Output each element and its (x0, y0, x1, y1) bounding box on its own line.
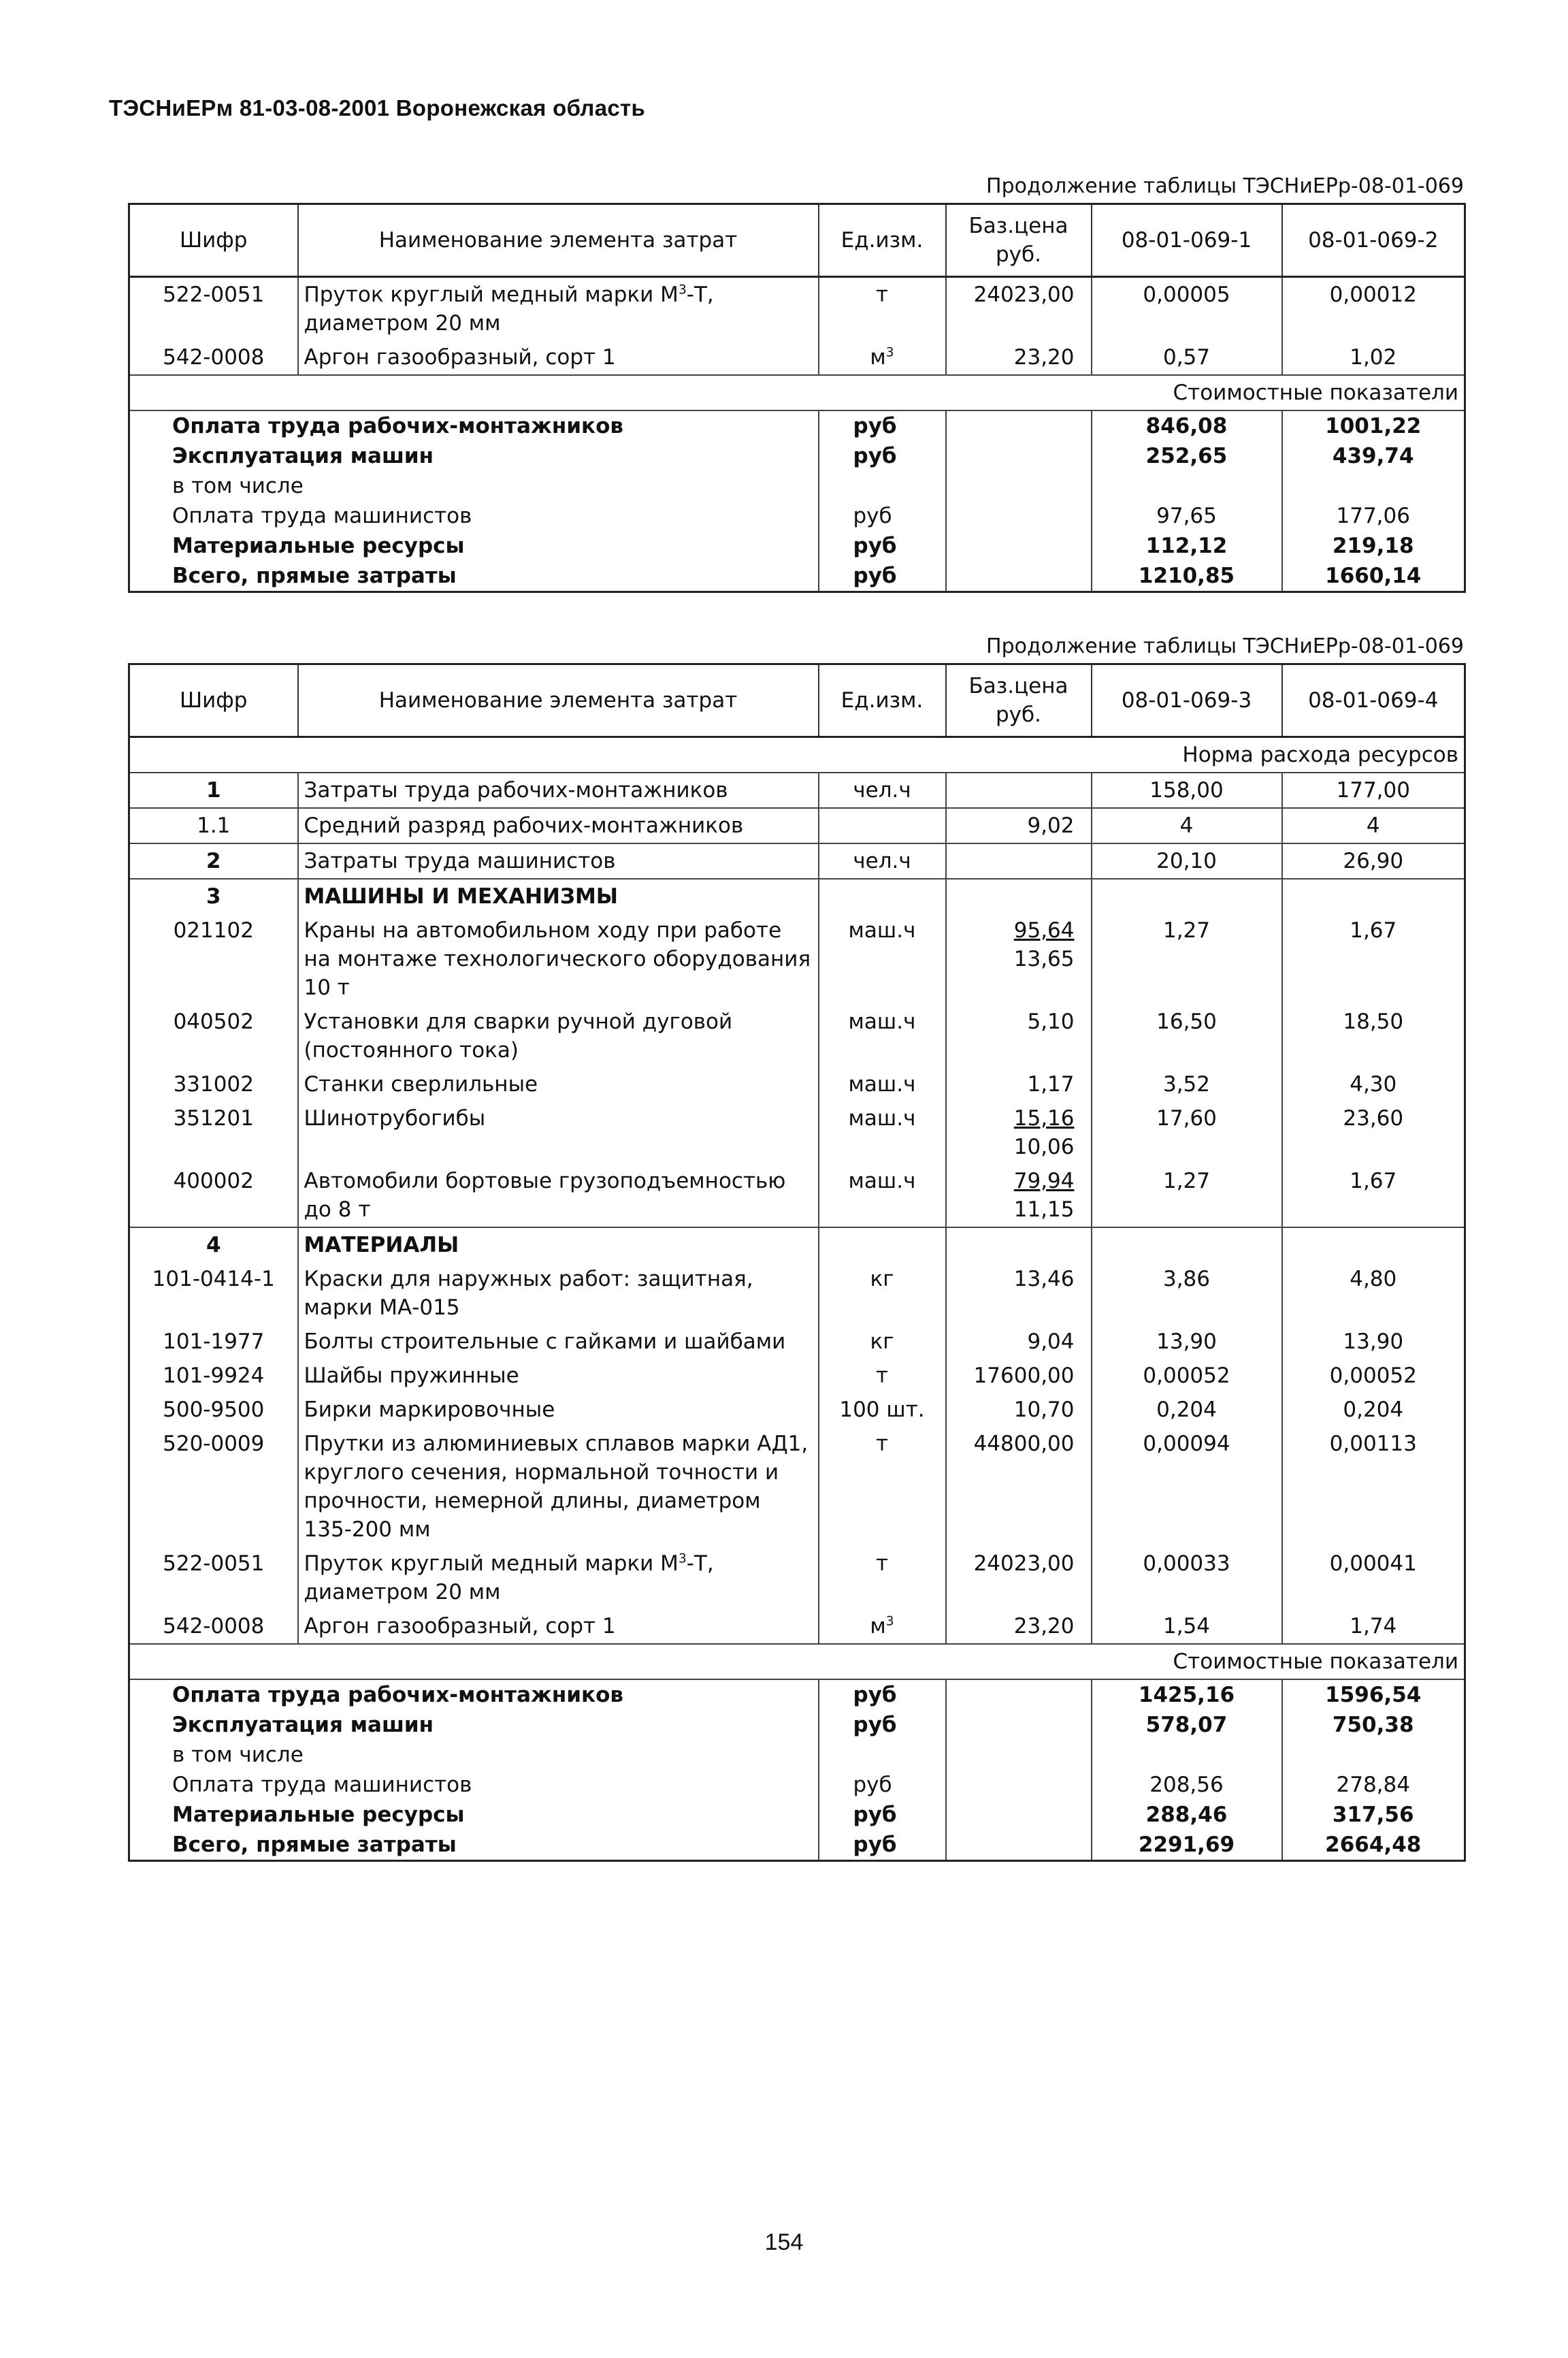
resource-price (946, 1547, 1092, 1609)
resource-name (298, 808, 819, 843)
resource-unit-text: т (875, 282, 889, 307)
resource-unit (819, 1005, 946, 1067)
resource-price (946, 808, 1092, 843)
cost-spacer (946, 531, 1092, 561)
resource-unit-text: маш.ч (848, 918, 916, 943)
resource-price (946, 914, 1092, 1005)
resource-name-text: Аргон газообразный, сорт 1 (304, 345, 616, 370)
cost-value-2: 177,06 (1336, 504, 1410, 528)
resource-unit-sup: 3 (885, 345, 894, 360)
cost-spacer (946, 1740, 1092, 1770)
cost-row (129, 1740, 1465, 1770)
resource-name-text: Станки сверлильные (304, 1072, 538, 1097)
table-row (129, 1393, 1465, 1427)
price-value: 17600,00 (973, 1363, 1075, 1388)
header-col-2: 08-01-069-2 (1282, 204, 1465, 277)
resource-unit (819, 843, 946, 879)
resource-price (946, 1427, 1092, 1547)
cost-unit: руб (819, 410, 946, 441)
resource-code: 2 (129, 843, 298, 879)
header-unit: Ед.изм. (819, 204, 946, 277)
cost-label: в том числе (129, 1740, 819, 1770)
resource-unit-text: м (870, 345, 886, 370)
norm-value-1: 3,86 (1092, 1262, 1282, 1325)
resource-name-text: Пруток круглый медный марки М (304, 1551, 679, 1576)
resource-name-text: Аргон газообразный, сорт 1 (304, 1614, 616, 1638)
resource-unit-text: м (870, 1614, 886, 1638)
resource-name-text: Затраты труда машинистов (304, 849, 616, 873)
cost-value-2: 219,18 (1332, 534, 1414, 558)
cost-label: Всего, прямые затраты (129, 1830, 819, 1861)
norm-header-row (129, 737, 1465, 773)
cost-value-2: 439,74 (1332, 444, 1414, 468)
resource-code: 500-9500 (129, 1393, 298, 1427)
table-header-row (129, 664, 1465, 737)
header-col-4: 08-01-069-4 (1282, 664, 1465, 737)
resource-unit-text: т (875, 1551, 889, 1576)
norm-value-1: 1,27 (1092, 914, 1282, 1005)
resource-unit-text: т (875, 1432, 889, 1456)
resource-price (946, 1262, 1092, 1325)
norm-value-1: 20,10 (1092, 843, 1282, 879)
cost-row (129, 501, 1465, 531)
cost-unit: руб (819, 1770, 946, 1800)
resource-price (946, 1609, 1092, 1644)
resource-name-text: Краски для наружных работ: защитная, марки МА-015 (304, 1267, 753, 1320)
price-value: 10,70 (1013, 1398, 1075, 1422)
resource-code: 101-1977 (129, 1325, 298, 1359)
norm-header: Норма расхода ресурсов (1092, 737, 1465, 773)
resource-name-text: Установки для сварки ручной дуговой (постоянного тока) (304, 1010, 733, 1063)
header-price: Баз.цена руб. (946, 664, 1092, 737)
resource-name (298, 1359, 819, 1393)
cost-label: Эксплуатация машин (129, 441, 819, 471)
resource-unit-text: 100 шт. (839, 1398, 925, 1422)
cost-label: Всего, прямые затраты (129, 561, 819, 592)
resource-price (946, 1101, 1092, 1164)
table-row (129, 1609, 1465, 1644)
norm-value-1: 0,57 (1092, 340, 1282, 375)
resource-price (946, 773, 1092, 808)
resource-name-text: Автомобили бортовые грузоподъемностью до 8 т (304, 1169, 786, 1222)
price-value: 23,20 (1013, 1614, 1075, 1638)
norm-value-1: 0,204 (1092, 1393, 1282, 1427)
section-code: 3 (129, 879, 298, 914)
section-code: 4 (129, 1227, 298, 1262)
resource-name (298, 1547, 819, 1609)
norm-value-1: 13,90 (1092, 1325, 1282, 1359)
price-value: 24023,00 (973, 282, 1075, 307)
resource-name-text: Пруток круглый медный марки М (304, 282, 679, 307)
header-unit: Ед.изм. (819, 664, 946, 737)
cost-value-1: 112,12 (1092, 531, 1282, 561)
cost-row (129, 531, 1465, 561)
resource-name-text: Краны на автомобильном ходу при работе на монтаже технологического оборудования 10 т (304, 918, 811, 1000)
resource-unit (819, 1101, 946, 1164)
norm-value-1: 4 (1092, 808, 1282, 843)
resource-unit (819, 340, 946, 375)
norm-value-2: 0,204 (1343, 1398, 1404, 1422)
resource-unit (819, 1609, 946, 1644)
norm-value-2: 18,50 (1343, 1010, 1404, 1034)
cost-value-2: 278,84 (1336, 1773, 1410, 1797)
resource-code: 1.1 (129, 808, 298, 843)
cost-row (129, 441, 1465, 471)
resource-price (946, 1325, 1092, 1359)
cost-row (129, 410, 1465, 441)
resource-name-sup: 3 (678, 1551, 687, 1566)
resource-unit (819, 1393, 946, 1427)
resource-name (298, 773, 819, 808)
resource-name (298, 1427, 819, 1547)
resource-unit-text: чел.ч (853, 778, 911, 803)
resource-name (298, 1262, 819, 1325)
resource-code: 522-0051 (129, 1547, 298, 1609)
resource-name-text: Шайбы пружинные (304, 1363, 519, 1388)
price-value: 5,10 (1027, 1010, 1075, 1034)
cost-value-1: 97,65 (1092, 501, 1282, 531)
price-value: 79,94 (1013, 1169, 1075, 1193)
resource-price (946, 1005, 1092, 1067)
cost-spacer (946, 1679, 1092, 1710)
resource-name (298, 1164, 819, 1227)
cost-value-2: 1660,14 (1325, 564, 1422, 588)
table-caption-2: Продолжение таблицы ТЭСНиЕРр-08-01-069 (986, 634, 1464, 658)
norm-value-2: 4,30 (1350, 1072, 1397, 1097)
resource-price (946, 1067, 1092, 1101)
header-code: Шифр (129, 204, 298, 277)
resource-code: 101-9924 (129, 1359, 298, 1393)
table-row (129, 1067, 1465, 1101)
cost-unit: руб (819, 1710, 946, 1740)
cost-row (129, 1710, 1465, 1740)
resource-unit-text: кг (870, 1267, 894, 1291)
price-value: 9,02 (1027, 813, 1075, 838)
resource-table-2 (128, 663, 1466, 1862)
resource-name (298, 1393, 819, 1427)
cost-value-2: 750,38 (1332, 1713, 1414, 1737)
cost-row (129, 1830, 1465, 1861)
resource-name-text: Болты строительные с гайками и шайбами (304, 1329, 786, 1354)
cost-row (129, 1770, 1465, 1800)
cost-unit: руб (819, 1679, 946, 1710)
resource-code: 1 (129, 773, 298, 808)
section-row-machines (129, 879, 1465, 914)
resource-unit (819, 277, 946, 341)
cost-value-1: 2291,69 (1092, 1830, 1282, 1861)
cost-unit (819, 471, 946, 501)
price-value: 15,16 (1013, 1106, 1075, 1131)
resource-price (946, 277, 1092, 341)
resource-name-text: Затраты труда рабочих-монтажников (304, 778, 728, 803)
norm-value-2: 0,00012 (1329, 282, 1417, 307)
price-value: 95,64 (1013, 918, 1075, 943)
resource-unit-text: маш.ч (848, 1106, 916, 1131)
resource-unit (819, 1427, 946, 1547)
resource-unit (819, 808, 946, 843)
cost-label: Оплата труда машинистов (129, 1770, 819, 1800)
norm-value-1: 3,52 (1092, 1067, 1282, 1101)
cost-value-1: 578,07 (1092, 1710, 1282, 1740)
cost-value-2: 2664,48 (1325, 1832, 1422, 1857)
cost-label: Оплата труда машинистов (129, 501, 819, 531)
resource-table-1 (128, 203, 1466, 593)
norm-value-1: 0,00052 (1092, 1359, 1282, 1393)
table-row (129, 1325, 1465, 1359)
norm-value-1: 0,00094 (1092, 1427, 1282, 1547)
header-code: Шифр (129, 664, 298, 737)
cost-spacer (946, 441, 1092, 471)
cost-unit: руб (819, 501, 946, 531)
norm-value-2: 1,02 (1350, 345, 1397, 370)
cost-value-1: 1425,16 (1092, 1679, 1282, 1710)
cost-unit: руб (819, 441, 946, 471)
cost-value-1 (1092, 1740, 1282, 1770)
resource-unit (819, 1262, 946, 1325)
cost-value-1: 288,46 (1092, 1800, 1282, 1830)
cost-row (129, 471, 1465, 501)
cost-value-2 (1282, 471, 1465, 501)
norm-value-1: 0,00005 (1092, 277, 1282, 341)
header-price: Баз.цена руб. (946, 204, 1092, 277)
resource-name (298, 843, 819, 879)
resource-name (298, 277, 819, 341)
header-col-1: 08-01-069-1 (1092, 204, 1282, 277)
header-name: Наименование элемента затрат (298, 204, 819, 277)
norm-value-2: 0,00113 (1329, 1432, 1417, 1456)
table-row (129, 277, 1465, 341)
resource-code: 400002 (129, 1164, 298, 1227)
cost-header: Стоимостные показатели (1092, 375, 1465, 410)
price-value: 24023,00 (973, 1551, 1075, 1576)
table-row (129, 1359, 1465, 1393)
cost-unit: руб (819, 1800, 946, 1830)
cost-label: Материальные ресурсы (129, 1800, 819, 1830)
table-header-row (129, 204, 1465, 277)
cost-value-2: 1596,54 (1325, 1683, 1422, 1707)
resource-unit-text: чел.ч (853, 849, 911, 873)
norm-value-2: 177,00 (1282, 773, 1465, 808)
cost-unit (819, 1740, 946, 1770)
price-value: 1,17 (1027, 1072, 1075, 1097)
resource-name (298, 1005, 819, 1067)
norm-value-1: 158,00 (1092, 773, 1282, 808)
resource-name-text: Средний разряд рабочих-монтажников (304, 813, 744, 838)
table-row (129, 773, 1465, 808)
resource-unit (819, 1325, 946, 1359)
resource-name (298, 1325, 819, 1359)
resource-unit (819, 1547, 946, 1609)
cost-value-2 (1282, 1740, 1465, 1770)
cost-label: Оплата труда рабочих-монтажников (129, 410, 819, 441)
section-row-materials (129, 1227, 1465, 1262)
resource-name-sup: 3 (678, 282, 687, 297)
resource-code: 520-0009 (129, 1427, 298, 1547)
cost-header: Стоимостные показатели (1092, 1644, 1465, 1679)
resource-name-text: Бирки маркировочные (304, 1398, 555, 1422)
resource-code: 542-0008 (129, 1609, 298, 1644)
cost-spacer (946, 1800, 1092, 1830)
price-value: 13,46 (1013, 1267, 1075, 1291)
document-header: ТЭСНиЕРм 81-03-08-2001 Воронежская область (109, 95, 646, 120)
resource-unit-text: маш.ч (848, 1010, 916, 1034)
norm-value-2: 1,67 (1350, 918, 1397, 943)
resource-name-rest: -Т, диаметром 20 мм (304, 282, 714, 336)
resource-unit (819, 773, 946, 808)
norm-value-2: 26,90 (1282, 843, 1465, 879)
resource-code: 542-0008 (129, 340, 298, 375)
resource-unit-text: маш.ч (848, 1072, 916, 1097)
cost-row (129, 1679, 1465, 1710)
norm-value-1: 0,00033 (1092, 1547, 1282, 1609)
resource-code: 522-0051 (129, 277, 298, 341)
norm-value-1: 1,27 (1092, 1164, 1282, 1227)
cost-header-row (129, 1644, 1465, 1679)
cost-row (129, 1800, 1465, 1830)
cost-spacer (946, 561, 1092, 592)
resource-unit (819, 1067, 946, 1101)
cost-value-1: 208,56 (1092, 1770, 1282, 1800)
resource-unit (819, 1164, 946, 1227)
table-row (129, 1262, 1465, 1325)
norm-value-1: 1,54 (1092, 1609, 1282, 1644)
price-value-secondary: 13,65 (1013, 947, 1075, 971)
cost-spacer (946, 1710, 1092, 1740)
norm-value-2: 13,90 (1343, 1329, 1404, 1354)
table-row (129, 340, 1465, 375)
table-row (129, 1547, 1465, 1609)
cost-value-1: 1210,85 (1092, 561, 1282, 592)
cost-spacer (946, 1830, 1092, 1861)
resource-price (946, 1164, 1092, 1227)
cost-row (129, 561, 1465, 592)
resource-price (946, 1359, 1092, 1393)
norm-value-2: 4 (1282, 808, 1465, 843)
cost-label: Эксплуатация машин (129, 1710, 819, 1740)
table-row (129, 1427, 1465, 1547)
resource-price (946, 340, 1092, 375)
norm-value-2: 0,00052 (1329, 1363, 1417, 1388)
table-row (129, 1101, 1465, 1164)
cost-spacer (946, 410, 1092, 441)
resource-unit-text: маш.ч (848, 1169, 916, 1193)
price-value-secondary: 11,15 (1013, 1197, 1075, 1222)
resource-name (298, 340, 819, 375)
resource-code: 021102 (129, 914, 298, 1005)
norm-value-2: 0,00041 (1329, 1551, 1417, 1576)
table-row (129, 914, 1465, 1005)
section-title: МАШИНЫ И МЕХАНИЗМЫ (298, 879, 819, 914)
cost-label: Оплата труда рабочих-монтажников (129, 1679, 819, 1710)
norm-value-2: 1,74 (1350, 1614, 1397, 1638)
cost-unit: руб (819, 1830, 946, 1861)
resource-name (298, 1609, 819, 1644)
table-row (129, 843, 1465, 879)
page-number: 154 (764, 2229, 804, 2255)
table-row (129, 1164, 1465, 1227)
resource-name-rest: -Т, диаметром 20 мм (304, 1551, 714, 1604)
resource-name-text: Шинотрубогибы (304, 1106, 486, 1131)
norm-value-2: 23,60 (1343, 1106, 1404, 1131)
cost-value-1: 252,65 (1092, 441, 1282, 471)
resource-name (298, 914, 819, 1005)
resource-code: 101-0414-1 (129, 1262, 298, 1325)
resource-name-text: Прутки из алюминиевых сплавов марки АД1, круглого сечения, нормальной точности и прочности, немерной длины, диаметром 135-200 мм (304, 1432, 808, 1542)
cost-value-2: 317,56 (1332, 1803, 1414, 1827)
resource-unit (819, 914, 946, 1005)
price-value-secondary: 10,06 (1013, 1135, 1075, 1159)
norm-value-2: 4,80 (1350, 1267, 1397, 1291)
cost-label: в том числе (129, 471, 819, 501)
cost-spacer (946, 1770, 1092, 1800)
cost-spacer (946, 471, 1092, 501)
header-col-3: 08-01-069-3 (1092, 664, 1282, 737)
cost-header-row (129, 375, 1465, 410)
price-value: 44800,00 (973, 1432, 1075, 1456)
cost-value-2: 1001,22 (1325, 414, 1422, 438)
table-row (129, 1005, 1465, 1067)
norm-value-1: 17,60 (1092, 1101, 1282, 1164)
resource-code: 331002 (129, 1067, 298, 1101)
price-value: 23,20 (1013, 345, 1075, 370)
cost-unit: руб (819, 561, 946, 592)
header-name: Наименование элемента затрат (298, 664, 819, 737)
resource-code: 040502 (129, 1005, 298, 1067)
norm-value-2: 1,67 (1350, 1169, 1397, 1193)
cost-spacer (946, 501, 1092, 531)
cost-unit: руб (819, 531, 946, 561)
cost-value-1 (1092, 471, 1282, 501)
price-value: 9,04 (1027, 1329, 1075, 1354)
resource-unit-text: кг (870, 1329, 894, 1354)
cost-value-1: 846,08 (1092, 410, 1282, 441)
section-title: МАТЕРИАЛЫ (298, 1227, 819, 1262)
resource-code: 351201 (129, 1101, 298, 1164)
resource-name (298, 1067, 819, 1101)
norm-value-1: 16,50 (1092, 1005, 1282, 1067)
resource-unit (819, 1359, 946, 1393)
resource-unit-sup: 3 (885, 1614, 894, 1629)
resource-unit-text: т (875, 1363, 889, 1388)
resource-price (946, 843, 1092, 879)
resource-name (298, 1101, 819, 1164)
resource-price (946, 1393, 1092, 1427)
table-caption: Продолжение таблицы ТЭСНиЕРр-08-01-069 (986, 174, 1464, 198)
cost-label: Материальные ресурсы (129, 531, 819, 561)
table-row (129, 808, 1465, 843)
